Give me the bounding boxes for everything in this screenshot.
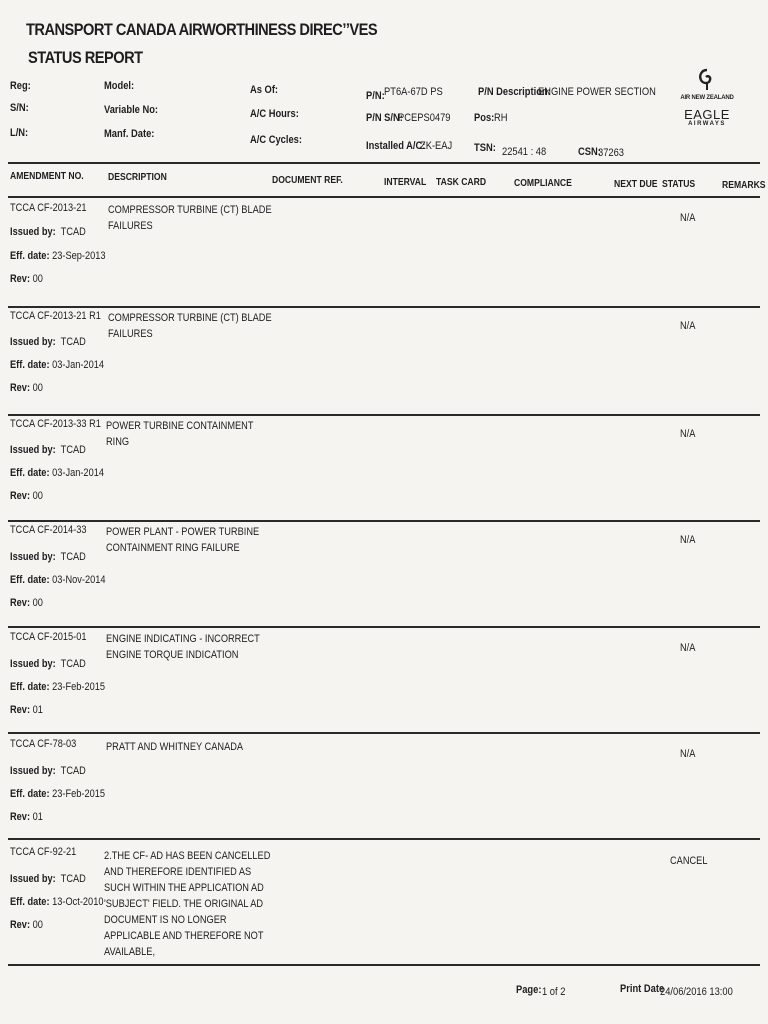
reg-label: Reg:: [10, 80, 31, 92]
description: POWER TURBINE CONTAINMENT RING: [106, 420, 254, 448]
pos-value: RH: [494, 112, 508, 124]
status-value: N/A: [680, 748, 696, 760]
tsn-value: 22541 : 48: [502, 146, 547, 158]
col-task-card: TASK CARD: [436, 176, 487, 188]
amendment-no: TCCA CF-2014-33: [10, 524, 87, 536]
table-row: [0, 734, 768, 840]
report-title: TRANSPORT CANADA AIRWORTHINESS DIRECʼʼVES: [26, 20, 378, 39]
koru-icon: [696, 68, 718, 92]
header-bottom-rule: [8, 196, 760, 198]
pn-sn-value: PCEPS0479: [398, 112, 451, 124]
model-label: Model:: [104, 80, 135, 92]
rev-value: 00: [32, 919, 43, 931]
eff-date-label: Eff. date:: [10, 250, 50, 262]
eff-date-label: Eff. date:: [10, 681, 50, 693]
issued-by-label: Issued by:: [10, 765, 56, 777]
ac-cycles-label: A/C Cycles:: [250, 134, 302, 146]
col-remarks: REMARKS: [722, 179, 766, 191]
issued-by-value: TCAD: [60, 551, 86, 563]
rev-value: 00: [32, 273, 43, 285]
eff-date-label: Eff. date:: [10, 359, 50, 371]
csn-value: 37263: [598, 147, 625, 159]
issued-by-label: Issued by:: [10, 873, 56, 885]
description: 2.THE CF- AD HAS BEEN CANCELLED AND THEREFORE IDENTIFIED AS SUCH WITHIN THE APPLICATION AD 'SUBJECT' FIELD. THE ORIGINAL AD DOCUMENT IS NO LONGER APPLICABLE AND THEREFORE NOT AVAILABLE,: [104, 850, 271, 958]
eff-date-value: 13-Oct-2010: [52, 896, 104, 908]
eff-date-value: 23-Feb-2015: [52, 681, 106, 693]
pn-value: PT6A-67D PS: [384, 86, 443, 98]
tsn-label: TSN:: [474, 142, 496, 154]
description: ENGINE INDICATING - INCORRECT ENGINE TORQUE INDICATION: [106, 633, 260, 661]
installed-label: Installed A/C:: [366, 140, 426, 152]
status-value: N/A: [680, 320, 696, 332]
pn-description-label: P/N Description:: [478, 86, 551, 98]
eff-date-value: 23-Sep-2013: [52, 250, 106, 262]
eff-date-value: 03-Jan-2014: [52, 359, 105, 371]
installed-value: ZK-EAJ: [420, 140, 453, 152]
description: COMPRESSOR TURBINE (CT) BLADE FAILURES: [108, 312, 272, 340]
issued-by-label: Issued by:: [10, 226, 56, 238]
logo-airline-name: AIR NEW ZEALAND: [680, 95, 734, 101]
status-value: CANCEL: [670, 855, 708, 867]
air-new-zealand-logo: [672, 68, 742, 138]
col-next-due: NEXT DUE: [614, 178, 658, 190]
amendment-no: TCCA CF-92-21: [10, 846, 77, 858]
amendment-no: TCCA CF-2013-21 R1: [10, 310, 101, 322]
report-subtitle: STATUS REPORT: [28, 48, 143, 67]
rev-label: Rev:: [10, 597, 31, 609]
amendment-no: TCCA CF-2013-33 R1: [10, 418, 101, 430]
description: COMPRESSOR TURBINE (CT) BLADE FAILURES: [108, 204, 272, 232]
rev-label: Rev:: [10, 811, 31, 823]
rev-label: Rev:: [10, 382, 31, 394]
rev-value: 00: [32, 597, 43, 609]
manf-date-label: Manf. Date:: [104, 128, 155, 140]
issued-by-value: TCAD: [60, 336, 86, 348]
status-value: N/A: [680, 642, 696, 654]
header-top-rule: [8, 162, 760, 164]
sn-label: S/N:: [10, 102, 29, 114]
issued-by-label: Issued by:: [10, 658, 56, 670]
issued-by-value: TCAD: [60, 873, 86, 885]
csn-label: CSN:: [578, 146, 601, 158]
table-row: [0, 200, 768, 306]
pn-sn-label: P/N S/N:: [366, 112, 403, 124]
as-of-label: As Of:: [250, 84, 279, 96]
col-interval: INTERVAL: [384, 176, 427, 188]
col-status: STATUS: [662, 178, 696, 190]
ln-label: L/N:: [10, 127, 29, 139]
print-date-label: Print Date: [620, 983, 665, 995]
issued-by-value: TCAD: [60, 658, 86, 670]
col-amendment: AMENDMENT NO.: [10, 170, 84, 182]
page-number: 1 of 2: [542, 986, 566, 998]
print-date-value: 24/06/2016 13:00: [660, 986, 733, 998]
table-bottom-rule: [8, 964, 760, 966]
eff-date-value: 03-Jan-2014: [52, 467, 105, 479]
description: POWER PLANT - POWER TURBINE CONTAINMENT RING FAILURE: [106, 526, 260, 554]
rev-value: 01: [32, 704, 43, 716]
pos-label: Pos:: [474, 112, 495, 124]
logo-eagle: EAGLE: [684, 107, 730, 122]
eff-date-label: Eff. date:: [10, 467, 50, 479]
status-value: N/A: [680, 534, 696, 546]
issued-by-value: TCAD: [60, 226, 86, 238]
ac-hours-label: A/C Hours:: [250, 108, 299, 120]
rev-label: Rev:: [10, 704, 31, 716]
description: PRATT AND WHITNEY CANADA: [106, 741, 244, 753]
issued-by-label: Issued by:: [10, 551, 56, 563]
eff-date-label: Eff. date:: [10, 896, 50, 908]
issued-by-value: TCAD: [60, 444, 86, 456]
page-label: Page:: [516, 984, 542, 996]
variable-label: Variable No:: [104, 104, 159, 116]
table-row: [0, 628, 768, 734]
table-row: [0, 522, 768, 628]
col-compliance: COMPLIANCE: [514, 177, 572, 189]
col-description: DESCRIPTION: [108, 171, 167, 183]
table-row: [0, 308, 768, 414]
pn-description-value: ENGINE POWER SECTION: [538, 86, 656, 98]
eff-date-value: 03-Nov-2014: [52, 574, 106, 586]
rev-value: 01: [32, 811, 43, 823]
issued-by-label: Issued by:: [10, 444, 56, 456]
eff-date-label: Eff. date:: [10, 574, 50, 586]
status-value: N/A: [680, 428, 696, 440]
issued-by-label: Issued by:: [10, 336, 56, 348]
rev-label: Rev:: [10, 490, 31, 502]
status-value: N/A: [680, 212, 696, 224]
eff-date-label: Eff. date:: [10, 788, 50, 800]
pn-label: P/N:: [366, 90, 385, 102]
amendment-no: TCCA CF-2013-21: [10, 202, 87, 214]
rev-value: 00: [32, 382, 43, 394]
eff-date-value: 23-Feb-2015: [52, 788, 106, 800]
col-document-ref: DOCUMENT REF.: [272, 174, 343, 186]
amendment-no: TCCA CF-78-03: [10, 738, 77, 750]
table-row: [0, 416, 768, 522]
rev-label: Rev:: [10, 273, 31, 285]
amendment-no: TCCA CF-2015-01: [10, 631, 87, 643]
rev-value: 00: [32, 490, 43, 502]
logo-airways: AIRWAYS: [688, 121, 726, 127]
issued-by-value: TCAD: [60, 765, 86, 777]
rev-label: Rev:: [10, 919, 31, 931]
table-row: [0, 840, 768, 964]
